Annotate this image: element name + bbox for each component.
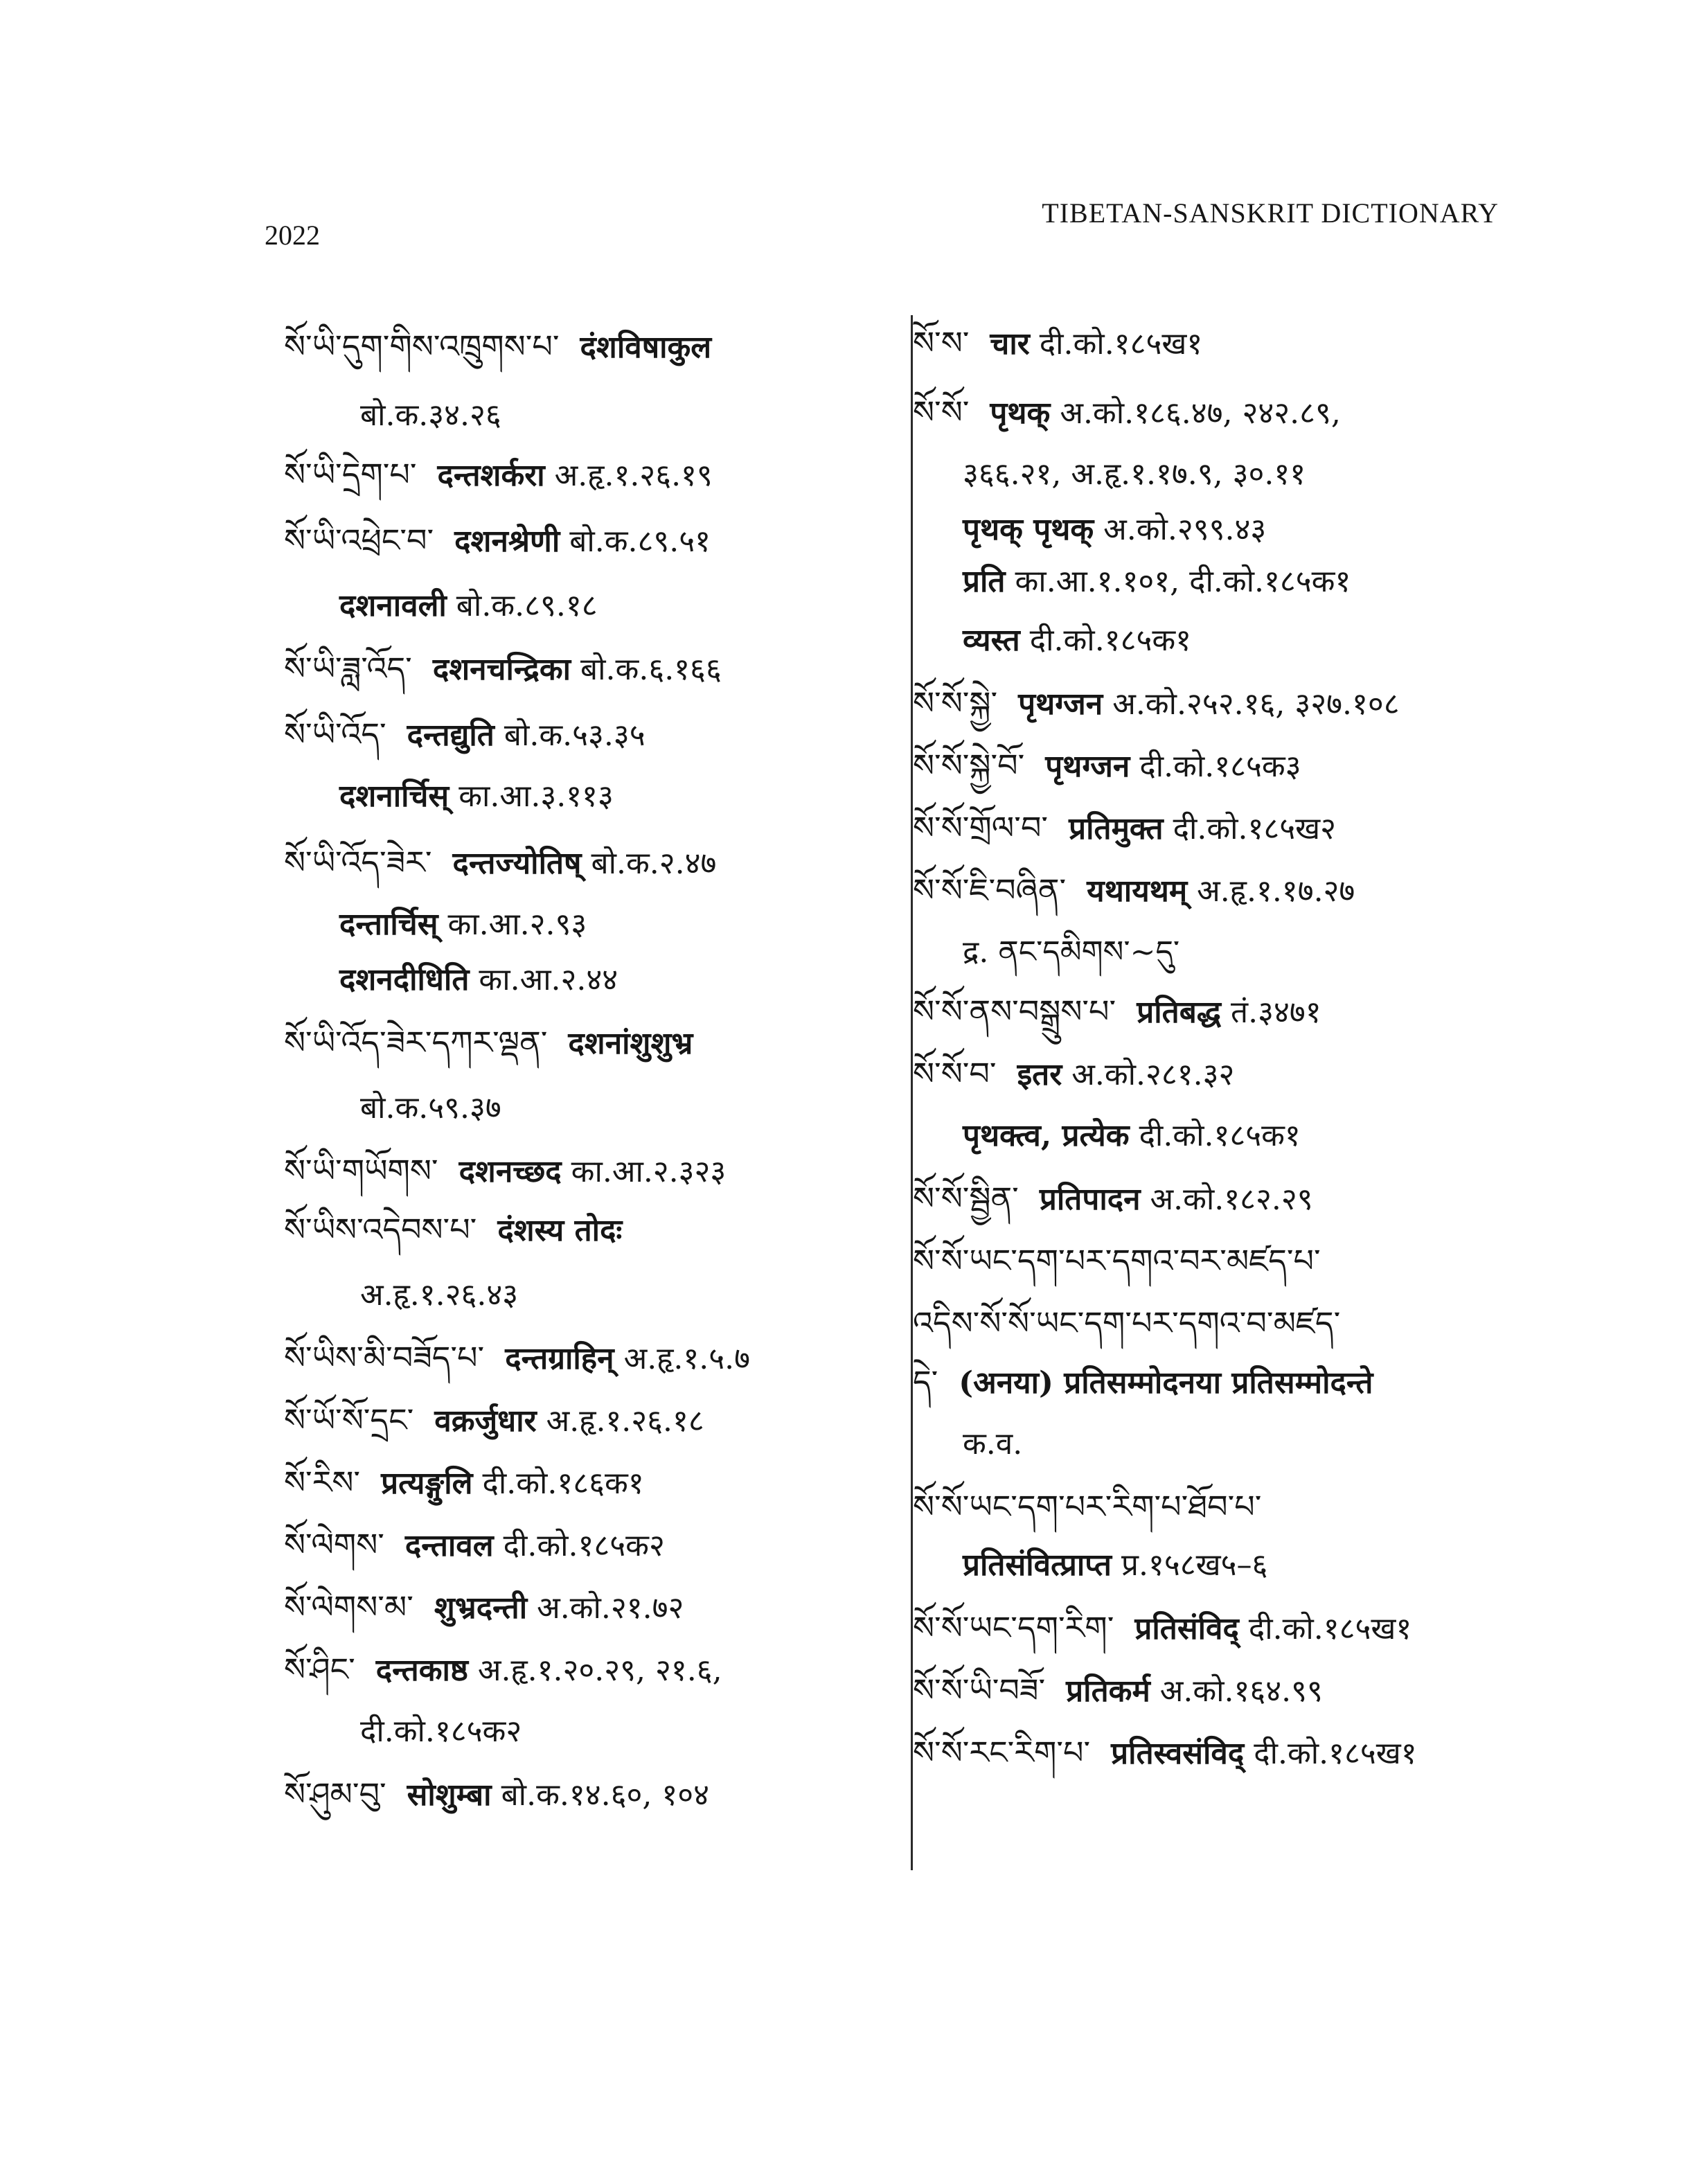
source-reference: का.आ.१.१०१, दी.को.१८५क१ <box>1015 564 1351 599</box>
source-reference: दी.को.१८५ख१ <box>1039 326 1203 362</box>
source-reference: का.आ.२.९३ <box>447 907 587 942</box>
source-reference: दी.को.१८५क१ <box>1139 1118 1301 1153</box>
sanskrit-equivalent: इतर <box>1017 1057 1062 1092</box>
running-head: TIBETAN-SANSKRIT DICTIONARY <box>1042 197 1499 229</box>
sanskrit-equivalent: प्रतिसंवित्प्राप्त <box>963 1547 1112 1583</box>
sanskrit-equivalent: दन्तावल <box>404 1528 494 1563</box>
tibetan-headword: སོ་ཡི་འཕྲེང་བ་ <box>284 522 434 559</box>
source-reference: क.व. <box>963 1426 1023 1462</box>
tibetan-headword: སོ་སོ་ཡང་དག་པར་དགའ་བར་མཛད་པ་ <box>913 1242 1321 1279</box>
source-reference: अ.को.२१.७२ <box>537 1590 684 1626</box>
dictionary-line <box>360 1711 522 1752</box>
sanskrit-equivalent: दन्तज्योतिष् <box>452 846 582 881</box>
dictionary-line <box>339 904 587 945</box>
tibetan-headword: སོ་སོ་སྐྱེ་ <box>913 684 998 722</box>
tibetan-headword: སོ་སོ་སྦྱིན་ <box>913 1180 1019 1217</box>
dictionary-line <box>339 585 598 627</box>
tibetan-headword: སོ་ཡི་གཡོགས་ <box>284 1152 438 1189</box>
dictionary-line <box>913 745 1301 786</box>
tibetan-headword: སོ་ཡི་དྲེག་པ་ <box>284 456 417 493</box>
source-reference: दी.को.१८६क१ <box>482 1466 644 1501</box>
tibetan-headword: སོ་སོ་ཇི་བཞིན་ <box>913 871 1067 909</box>
sanskrit-equivalent: प्रतिपादन <box>1039 1182 1141 1217</box>
sanskrit-equivalent: दंशस्य तोदः <box>497 1213 623 1248</box>
source-reference: अ.हृ.१.२६.१९ <box>554 458 713 493</box>
source-reference: का.आ.२.३२३ <box>571 1154 727 1189</box>
source-reference: बो.क.२.४७ <box>591 846 717 881</box>
sanskrit-equivalent: (अनया) प्रतिसम्मोदनया प्रतिसम्मोदन्ते <box>959 1365 1373 1401</box>
tibetan-headword: སོ་སོ་གྲོལ་བ་ <box>913 809 1049 846</box>
dictionary-line <box>913 1607 1411 1649</box>
dictionary-line <box>360 1275 518 1316</box>
tibetan-headword: དེ་ <box>913 1363 938 1401</box>
dictionary-line <box>963 932 1179 973</box>
page-number: 2022 <box>265 220 320 251</box>
dictionary-line <box>913 807 1336 849</box>
tibetan-headword: སོ་སོ་ནས་བསྒྲུས་པ་ <box>913 993 1116 1030</box>
sanskrit-equivalent: सोशुम्बा <box>407 1777 492 1813</box>
dictionary-line <box>284 326 721 367</box>
dictionary-line <box>913 1361 1382 1403</box>
source-reference: बो.क.५९.३७ <box>360 1090 501 1126</box>
source-reference: अ.हृ.१.२०.२९, २१.६, <box>477 1653 722 1688</box>
sanskrit-equivalent: दन्तग्राहिन् <box>505 1341 614 1376</box>
sanskrit-equivalent: दशनचन्द्रिका <box>432 652 571 687</box>
source-reference: तं.३४७१ <box>1231 995 1321 1030</box>
dictionary-line <box>913 1240 1342 1281</box>
dictionary-line <box>913 1053 1234 1094</box>
source-reference: अ.को.२५२.१६, ३२७.१०८ <box>1112 686 1400 722</box>
tibetan-headword: སོ་སོ་ཡང་དག་པར་རིག་པ་ཐོབ་པ་ <box>913 1488 1262 1525</box>
source-reference: अ.हृ.१.२६.४३ <box>360 1277 519 1313</box>
tibetan-headword: སོ་སོ་བ་ <box>913 1055 997 1092</box>
dictionary-line <box>360 395 501 436</box>
dictionary-line <box>339 959 618 1001</box>
dictionary-line <box>913 391 1341 433</box>
tibetan-headword: སོ་སོ་སྐྱེ་བོ་ <box>913 747 1025 784</box>
dictionary-line <box>284 1209 632 1250</box>
source-reference: दी.को.१८५क१ <box>1029 623 1191 658</box>
source-reference: द्र. ནང་དམིགས་~དུ་ <box>963 934 1180 970</box>
dictionary-line <box>913 322 1202 364</box>
source-reference: बो.क.१४.६०, १०४ <box>501 1777 709 1813</box>
dictionary-line <box>284 713 645 755</box>
dictionary-line <box>963 454 1306 495</box>
source-reference: अ.को.१८६.४७, २४२.८९, <box>1060 396 1341 431</box>
dictionary-line <box>963 509 1266 551</box>
tibetan-headword: སོ་ཡི་དུག་གིས་འཁྲུགས་པ་ <box>284 328 560 365</box>
dictionary-line <box>913 991 1321 1032</box>
dictionary-line <box>284 1337 750 1378</box>
dictionary-line <box>963 561 1351 603</box>
sanskrit-equivalent: दन्तार्चिस् <box>339 907 438 942</box>
dictionary-line <box>284 1022 702 1063</box>
sanskrit-equivalent: प्रत्यङ्गुलि <box>381 1466 473 1501</box>
tibetan-headword: སོ་སོ་ <box>913 393 970 431</box>
sanskrit-equivalent: पृथग्जन <box>1018 686 1103 722</box>
tibetan-headword: སོ་ཡི་འོད་ཟེར་དཀར་ལྡན་ <box>284 1024 548 1061</box>
source-reference: अ.हृ.१.५.७ <box>623 1341 750 1376</box>
dictionary-line <box>284 520 711 561</box>
sanskrit-equivalent: दशनावली <box>339 588 447 623</box>
dictionary-line <box>284 648 722 689</box>
sanskrit-equivalent: दन्तकाष्ठ <box>375 1653 468 1688</box>
source-reference: दी.को.१८५ख१ <box>1248 1611 1412 1646</box>
sanskrit-equivalent: दशनदीधिति <box>339 962 470 997</box>
sanskrit-equivalent: व्यस्त <box>963 623 1020 658</box>
tibetan-headword: སོ་ཡིས་འདེབས་པ་ <box>284 1211 477 1248</box>
dictionary-line <box>963 620 1191 662</box>
source-reference: अ.हृ.१.२६.१८ <box>546 1403 704 1439</box>
source-reference: ३६६.२१, अ.हृ.१.१७.९, ३०.११ <box>963 456 1306 492</box>
dictionary-line <box>339 776 614 817</box>
dictionary-line <box>913 1302 1361 1344</box>
tibetan-headword: སོ་སོ་ཡི་བཟོ་ <box>913 1671 1046 1709</box>
tibetan-headword: སོ་ཡི་ཟླ་འོད་ <box>284 650 412 687</box>
sanskrit-equivalent: दशनच्छद <box>458 1154 562 1189</box>
sanskrit-equivalent: शुभ्रदन्ती <box>434 1590 528 1626</box>
dictionary-line <box>284 1150 726 1191</box>
dictionary-line <box>963 1423 1022 1465</box>
source-reference: दी.को.१८५ख२ <box>1173 811 1337 846</box>
source-reference: बो.क.८९.१८ <box>456 588 598 623</box>
dictionary-line <box>913 682 1400 724</box>
sanskrit-equivalent: दशनश्रेणी <box>454 524 560 559</box>
tibetan-headword: སོ་ཡི་འོད་ <box>284 716 386 753</box>
tibetan-headword: སོ་རིས་ <box>284 1464 361 1501</box>
source-reference: का.आ.२.४४ <box>479 962 618 997</box>
tibetan-headword: སོ་ཡིས་མི་བཟོད་པ་ <box>284 1339 485 1376</box>
source-reference: अ.को.१६४.९९ <box>1159 1673 1323 1709</box>
dictionary-line <box>913 1486 1282 1527</box>
source-reference: बो.क.६.१६६ <box>580 652 722 687</box>
dictionary-line <box>913 869 1355 911</box>
dictionary-line <box>284 1524 665 1565</box>
source-reference: दी.को.१८५क२ <box>360 1714 522 1749</box>
sanskrit-equivalent: पृथक् <box>990 396 1051 431</box>
sanskrit-equivalent: प्रतिमुक्त <box>1069 811 1164 846</box>
sanskrit-equivalent: प्रतिसंविद् <box>1134 1611 1239 1646</box>
sanskrit-equivalent: प्रतिकर्म <box>1066 1673 1150 1709</box>
tibetan-headword: སོ་ཤིང་ <box>284 1651 355 1688</box>
sanskrit-equivalent: प्रति <box>963 564 1006 599</box>
sanskrit-equivalent: दशनांशुशुभ्र <box>568 1026 693 1061</box>
dictionary-line <box>284 1586 684 1628</box>
source-reference: दी.को.१८५क३ <box>1139 749 1301 784</box>
tibetan-headword: སོ་ཡི་འོད་ཟེར་ <box>284 844 432 881</box>
dictionary-line <box>284 1399 704 1441</box>
source-reference: बो.क.३४.२६ <box>360 398 501 433</box>
tibetan-headword: སོ་ས་ <box>913 324 970 362</box>
sanskrit-equivalent: दन्तद्युति <box>407 718 495 753</box>
source-reference: बो.क.५३.३५ <box>504 718 645 753</box>
sanskrit-equivalent: प्रतिस्वसंविद् <box>1111 1736 1245 1771</box>
source-reference: प्र.१५८ख५–६ <box>1121 1547 1268 1583</box>
dictionary-line <box>913 1178 1313 1219</box>
source-reference: का.आ.३.११३ <box>458 779 614 814</box>
source-reference: अ.को.१८२.२९ <box>1150 1182 1313 1217</box>
dictionary-line <box>284 1773 709 1815</box>
dictionary-line <box>913 1732 1417 1773</box>
sanskrit-equivalent: यथायथम् <box>1087 873 1188 909</box>
dictionary-line <box>284 1462 644 1503</box>
sanskrit-equivalent: पृथग्जन <box>1045 749 1130 784</box>
sanskrit-equivalent: प्रतिबद्ध <box>1137 995 1222 1030</box>
sanskrit-equivalent: दशनार्चिस् <box>339 779 449 814</box>
sanskrit-equivalent: पृथक्त्व, प्रत्येक <box>963 1118 1130 1153</box>
dictionary-line <box>963 1545 1267 1586</box>
sanskrit-equivalent: चार <box>990 326 1030 362</box>
source-reference: अ.को.२८१.३२ <box>1071 1057 1235 1092</box>
tibetan-headword: སོ་ཡོ་སོ་དྲང་ <box>284 1401 414 1439</box>
source-reference: दी.को.१८५ख१ <box>1254 1736 1417 1771</box>
dictionary-line <box>284 454 713 495</box>
source-reference: अ.हृ.१.१७.२७ <box>1197 873 1355 909</box>
tibetan-headword: སོ་ལེགས་ <box>284 1526 384 1563</box>
source-reference: दी.को.१८५क२ <box>503 1528 665 1563</box>
dictionary-line <box>284 1649 722 1690</box>
sanskrit-equivalent: पृथक् पृथक् <box>963 512 1094 547</box>
source-reference: अ.को.२९९.४३ <box>1103 512 1267 547</box>
tibetan-headword: སོ་སོ་རང་རིག་པ་ <box>913 1734 1091 1771</box>
sanskrit-equivalent: वक्रर्जुधार <box>434 1403 537 1439</box>
dictionary-line <box>360 1087 501 1129</box>
tibetan-headword: སོ་སོ་ཡང་དག་རིག་ <box>913 1609 1114 1646</box>
sanskrit-equivalent: दन्तशर्करा <box>437 458 545 493</box>
sanskrit-equivalent: दंशविषाकुल <box>580 330 712 365</box>
tibetan-headword: སོ་ཤུམ་བུ་ <box>284 1775 386 1813</box>
dictionary-line <box>913 1669 1323 1711</box>
tibetan-headword: འདིས་སོ་སོ་ཡང་དག་པར་དགའ་བ་མཛད་ <box>913 1304 1341 1342</box>
dictionary-line <box>963 1115 1301 1157</box>
tibetan-headword: སོ་ལེགས་མ་ <box>284 1588 413 1626</box>
dictionary-line <box>284 842 716 883</box>
source-reference: बो.क.८९.५१ <box>569 524 711 559</box>
